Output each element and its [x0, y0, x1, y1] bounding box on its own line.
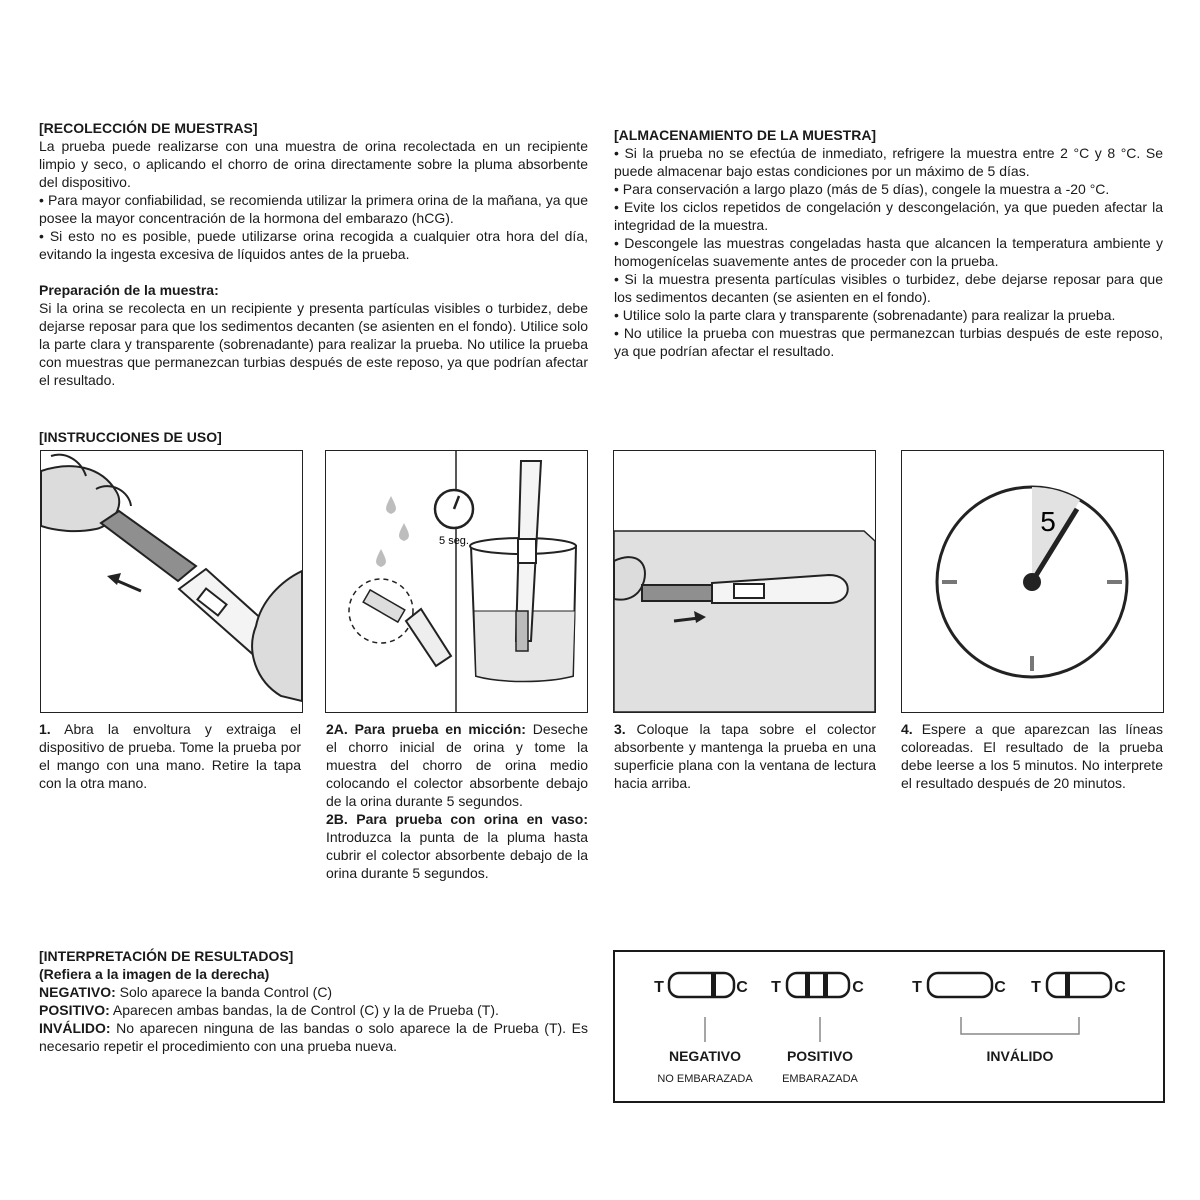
sample-prep-heading: Preparación de la muestra:: [39, 282, 219, 298]
storage-bullet: • Si la muestra presenta partículas visibles o turbidez, debe dejarse reposar para que los sedimentos decanten (se asienten en el fondo).: [614, 271, 1163, 305]
sample-collection-paragraph: • Para mayor confiabilidad, se recomienda utilizar la primera orina de la mañana, ya que posee la mayor concentración de la hormona del embarazo (hCG).: [39, 192, 588, 226]
step-description: Deseche el chorro inicial de orina y tome la muestra del chorro de orina medio colocando el colector absorbente debajo de la orina durante 5 segundos.: [326, 721, 588, 809]
storage-bullet: • Para conservación a largo plazo (más de 5 días), congele la muestra a -20 °C.: [614, 181, 1110, 197]
sample-collection-paragraph: • Si esto no es posible, puede utilizarse orina recogida a cualquier otra hora del día, evitando la ingesta excesiva de líquidos antes de la prueba.: [39, 228, 588, 262]
storage-bullet: • Descongele las muestras congeladas hasta que alcancen la temperatura ambiente y homogenícelas suavemente antes de proceder con la prueba.: [614, 235, 1163, 269]
sample-storage-section: [614, 126, 1163, 360]
step-description: Coloque la tapa sobre el colector absorbente y mantenga la prueba en una superficie plana con la ventana de lectura hacia arriba.: [614, 721, 876, 791]
invalid-strip-empty: [928, 973, 992, 997]
step-1-illustration: [40, 450, 303, 713]
timer-label: 5 seg.: [439, 535, 469, 547]
interpretation-subheading: (Refiera a la imagen de la derecha): [39, 966, 270, 982]
negative-result-sublabel: NO EMBARAZADA: [657, 1073, 753, 1085]
c-letter: C: [1114, 979, 1126, 996]
positive-strip: [787, 973, 849, 997]
positive-label: POSITIVO:: [39, 1002, 110, 1018]
control-band: [823, 973, 828, 997]
control-band: [711, 973, 716, 997]
clock-number: 5: [1040, 506, 1056, 537]
c-letter: C: [994, 979, 1006, 996]
sample-collection-paragraph: La prueba puede realizarse con una muestra de orina recolectada en un recipiente limpio y seco, o aplicando el chorro de orina directamente sobre la pluma absorbente del dispositivo.: [39, 138, 588, 190]
t-letter: T: [1031, 979, 1041, 996]
storage-bullet: • Utilice solo la parte clara y transparente (sobrenadante) para realizar la prueba.: [614, 307, 1116, 323]
positive-result-sublabel: EMBARAZADA: [782, 1073, 858, 1085]
sample-collection-heading: [RECOLECCIÓN DE MUESTRAS]: [39, 120, 258, 136]
c-letter: C: [852, 979, 864, 996]
negative-strip: [669, 973, 734, 997]
step-description: Abra la envoltura y extraiga el dispositivo de prueba. Tome la prueba por el mango con una mano. Retire la tapa con la otra mano.: [39, 721, 301, 791]
step-number: 1.: [39, 721, 51, 737]
storage-bullet: • No utilice la prueba con muestras que permanezcan turbias después de este reposo, ya que podrían afectar el resultado.: [614, 325, 1163, 359]
sample-prep-paragraph: Si la orina se recolecta en un recipiente y presenta partículas visibles o turbidez, debe dejarse reposar para que los sedimentos decanten (se asienten en el fondo). Utilice solo la parte clara y transparente (sobrenadante) para realizar la prueba. No utilice la prueba con muestras que permanezcan turbias después de este reposo, ya que podrían afectar el resultado.: [39, 300, 588, 388]
step-2-illustration: [325, 450, 588, 713]
t-letter: T: [654, 979, 664, 996]
positive-result-label: POSITIVO: [786, 1048, 854, 1064]
step-4-text: [901, 720, 1163, 792]
step-1-text: [39, 720, 301, 792]
step-4-illustration: [901, 450, 1164, 713]
storage-bullet: • Si la prueba no se efectúa de inmediato, refrigere la muestra entre 2 °C y 8 °C. Se puede almacenar bajo estas condiciones por un máximo de 5 días.: [614, 145, 1163, 179]
step-2-text: [326, 720, 588, 882]
step-3-illustration: [613, 450, 876, 713]
test-band: [805, 973, 810, 997]
invalid-label: INVÁLIDO:: [39, 1020, 111, 1036]
negative-result-label: NEGATIVO: [668, 1048, 742, 1064]
step-description: Introduzca la punta de la pluma hasta cubrir el colector absorbente debajo de la orina durante 5 segundos.: [326, 829, 588, 881]
invalid-text: No aparecen ninguna de las bandas o solo aparece la de Prueba (T). Es necesario repetir el procedimiento con una prueba nueva.: [39, 1020, 588, 1054]
invalid-result-label: INVÁLIDO: [986, 1048, 1054, 1064]
negative-text: Solo aparece la banda Control (C): [115, 984, 333, 1000]
step-number: 4.: [901, 721, 913, 737]
invalid-strip-test-only: [1047, 973, 1111, 997]
positive-text: Aparecen ambas bandas, la de Control (C) y la de Prueba (T).: [109, 1002, 499, 1018]
sample-collection-section: [39, 119, 588, 389]
test-band: [1065, 973, 1070, 997]
interpretation-section: [39, 947, 588, 1055]
step-3-text: [614, 720, 876, 792]
sample-storage-heading: [ALMACENAMIENTO DE LA MUESTRA]: [614, 127, 877, 143]
results-diagram: [613, 950, 1165, 1103]
step-number: 3.: [614, 721, 626, 737]
step-number: 2B. Para prueba con orina en vaso:: [326, 811, 588, 827]
storage-bullet: • Evite los ciclos repetidos de congelación y descongelación, ya que pueden afectar la integridad de la muestra.: [614, 199, 1163, 233]
t-letter: T: [771, 979, 781, 996]
instructions-heading: [INSTRUCCIONES DE USO]: [39, 429, 222, 445]
negative-label: NEGATIVO:: [39, 984, 116, 1000]
c-letter: C: [736, 979, 748, 996]
t-letter: T: [912, 979, 922, 996]
step-description: Espere a que aparezcan las líneas coloreadas. El resultado de la prueba debe leerse a los 5 minutos. No interprete el resultado después de 20 minutos.: [901, 721, 1163, 791]
interpretation-heading: [INTERPRETACIÓN DE RESULTADOS]: [39, 948, 294, 964]
step-number: 2A. Para prueba en micción:: [326, 721, 526, 737]
